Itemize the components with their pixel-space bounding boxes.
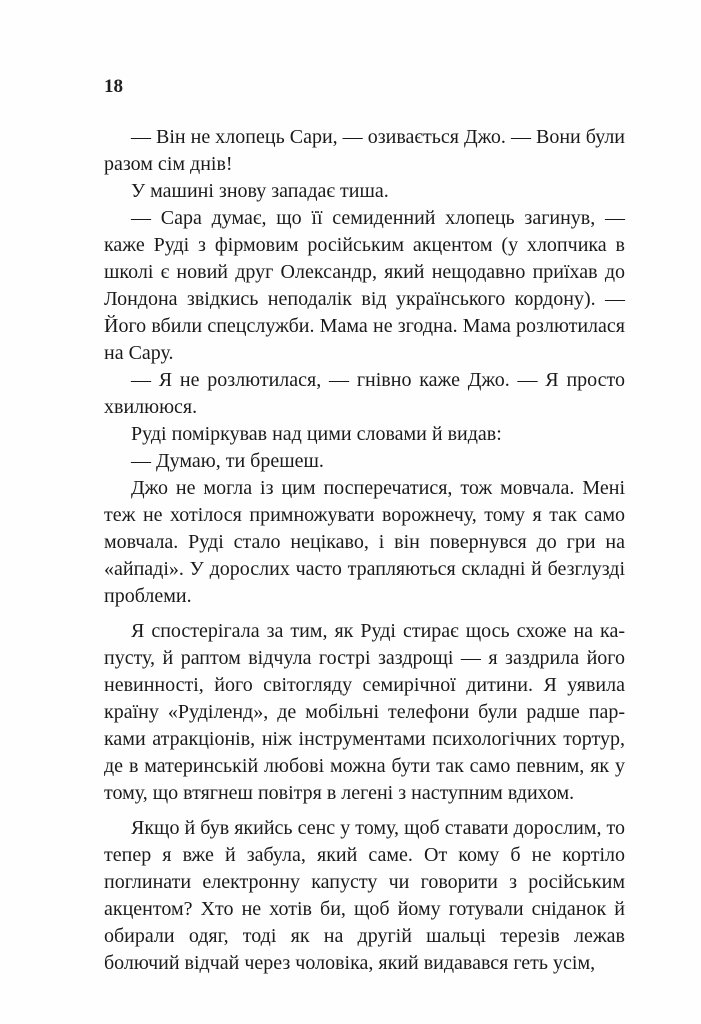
paragraph: — Він не хлопець Сари, — озивається Джо. — Вони були разом сім днів!	[104, 126, 625, 175]
paragraph: — Думаю, ти брешеш.	[131, 450, 324, 472]
paragraph: Джо не могла із цим посперечатися, тож мовчала. Мені теж не хотілося примножувати ворожнечу, тому я так само мовчала. Руді стало нецікаво, і він повернувся до гри на «айпаді». У дорослих часто трапляються складні й безглузді проблеми.	[104, 477, 625, 607]
paragraph: — Сара думає, що її семиденний хлопець загинув, — каже Руді з фірмовим російським акцентом (у хлопчика в школі є новий друг Олександр, який нещодавно приїхав до Лондона звідкись неподалік від українського кордону). — Його вбили спецслужби. Мама не згодна. Мама розлютилася на Сару.	[104, 207, 625, 364]
page-number: 18	[104, 76, 123, 97]
paragraph: Якщо й був якийсь сенс у тому, щоб ставати дорослим, то тепер я вже й забула, який саме. От кому б не кортіло поглинати електронну капусту чи говорити з російським акцентом? Хто не хотів би, щоб йому готували сніданок й обирали одяг, тоді як на другій шальці терезів лежав болючий відчай через чоловіка, який видавався геть усім,	[104, 817, 625, 974]
paragraph: — Я не розлютилася, — гнівно каже Джо. — Я просто хвилююся.	[104, 369, 625, 418]
body-text	[104, 124, 625, 977]
paragraph: У машині знову западає тиша.	[131, 180, 389, 202]
paragraph: Руді поміркував над цими словами й видав:	[131, 423, 502, 445]
paragraph: Я спостерігала за тим, як Руді стирає щось схоже на капусту, й раптом відчула гострі заздрощі — я заздрила його невинності, його світогляду семирічної дитини. Я уявила країну «Руділенд», де мобільні телефони були радше парками атракціонів, ніж інструментами психологічних тортур, де в материнській любові можна бути так само певним, як у тому, що втягнеш повітря в легені з наступним вдихом.	[104, 620, 625, 804]
